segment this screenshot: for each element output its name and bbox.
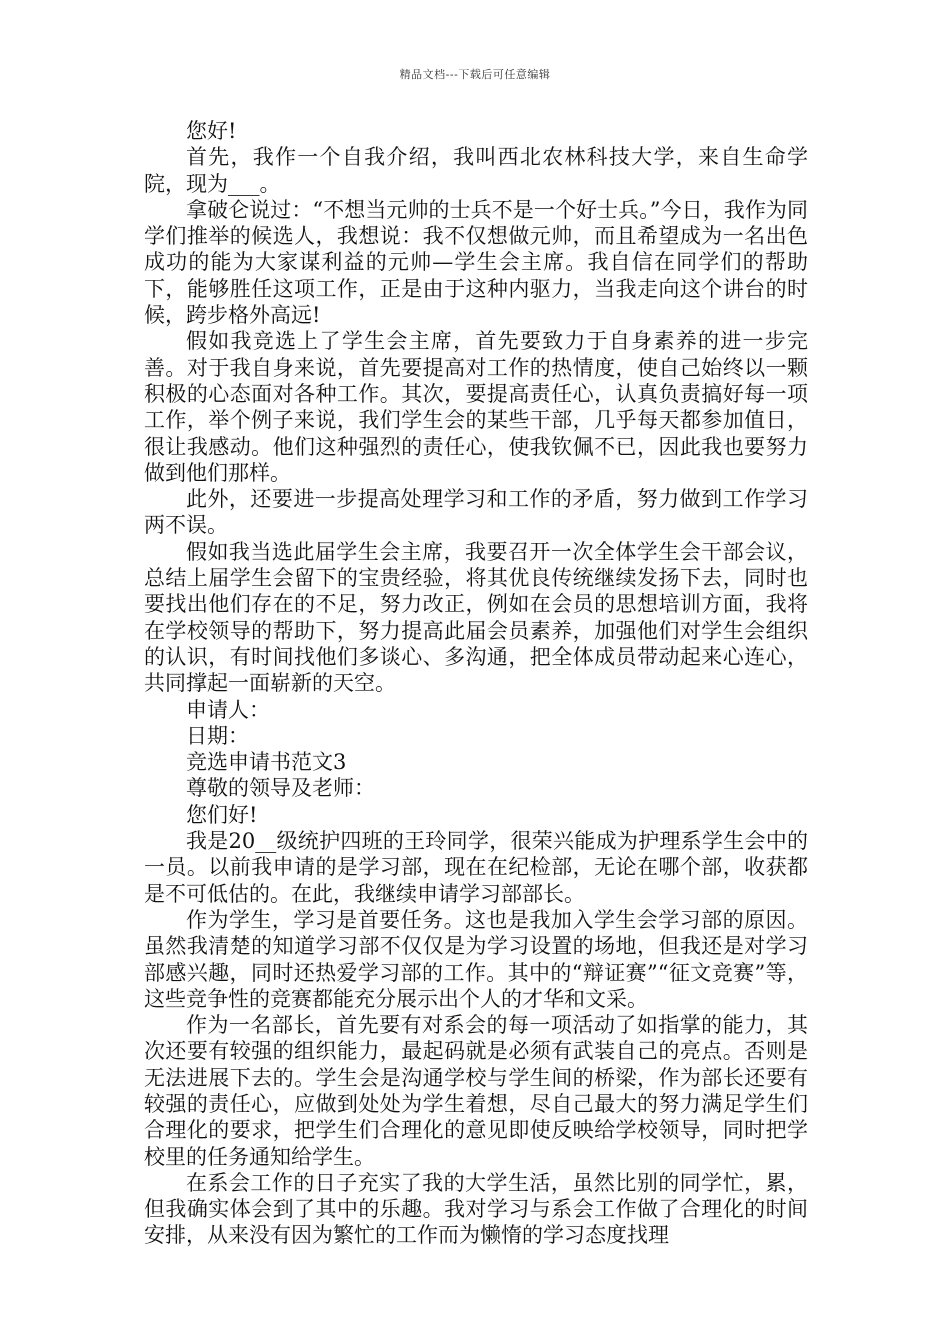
paragraph: 此外，还要进一步提高处理学习和工作的矛盾，努力做到工作学习两不误。 [144,487,808,538]
applicant-label: 申请人： [186,697,270,722]
date-label: 日期： [186,723,249,748]
page-header: 精品文档---下载后可任意编辑 [399,68,551,81]
paragraph: 作为一名部长，首先要有对系会的每一项活动了如指掌的能力，其次还要有较强的组织能力，最起码就是必须有武装自己的亮点。否则是无法进展下去的。学生会是沟通学校与学生间的桥梁，作为部长还要有较强的责任心，应做到处处为学生着想，尽自己最大的努力满足学生们合理化的要求，把学生们合理化的意见即使反映给学校领导，同时把学校里的任务通知给学生。 [144,1013,808,1169]
paragraph: 作为学生，学习是首要任务。这也是我加入学生会学习部的原因。虽然我清楚的知道学习部不仅仅是为学习设置的场地，但我还是对学习部感兴趣，同时还热爱学习部的工作。其中的“辩证赛”“征文竞赛”等，这些竞争性的竞赛都能充分展示出个人的才华和文采。 [144,907,808,1011]
salutation: 尊敬的领导及老师： [186,776,375,801]
paragraph: 拿破仑说过：“不想当元帅的士兵不是一个好士兵。”今日，我作为同学们推举的候选人，我想说：我不仅想做元帅，而且希望成为一名出色成功的能为大家谋利益的元帅—学生会主席。我自信在同学们的帮助下，能够胜任这项工作，正是由于这种内驱力，当我走向这个讲台的时候，跨步格外高远! [144,197,808,328]
paragraph: 我是20__级统护四班的王玲同学，很荣兴能成为护理系学生会中的一员。以前我申请的是学习部，现在在纪检部，无论在哪个部，收获都是不可低估的。在此，我继续申请学习部部长。 [144,829,808,906]
paragraph: 首先，我作一个自我介绍，我叫西北农林科技大学，来自生命学院，现为___。 [144,145,808,196]
paragraph: 假如我竞选上了学生会主席，首先要致力于自身素养的进一步完善。对于我自身来说，首先要提高对工作的热情度，使自己始终以一颗积极的心态面对各种工作。其次，要提高责任心，认真负责搞好每一项工作，举个例子来说，我们学生会的某些干部，几乎每天都参加值日，很让我感动。他们这种强烈的责任心，使我钦佩不已，因此我也要努力做到他们那样。 [144,329,808,485]
document-body [144,118,808,1249]
paragraph: 假如我当选此届学生会主席，我要召开一次全体学生会干部会议，总结上届学生会留下的宝贵经验，将其优良传统继续发扬下去，同时也要找出他们存在的不足，努力改正，例如在会员的思想培训方面，我将在学校领导的帮助下，努力提高此届会员素养，加强他们对学生会组织的认识，有时间找他们多谈心、多沟通，把全体成员带动起来心连心，共同撑起一面崭新的天空。 [144,539,808,696]
section-title: 竞选申请书范文3 [186,750,347,775]
greeting: 您好! [186,119,237,143]
paragraph: 在系会工作的日子充实了我的大学生活，虽然比别的同学忙，累，但我确实体会到了其中的乐趣。我对学习与系会工作做了合理化的时间安排，从来没有因为繁忙的工作而为懒惰的学习态度找理 [144,1170,808,1248]
greeting: 您们好! [186,802,258,827]
